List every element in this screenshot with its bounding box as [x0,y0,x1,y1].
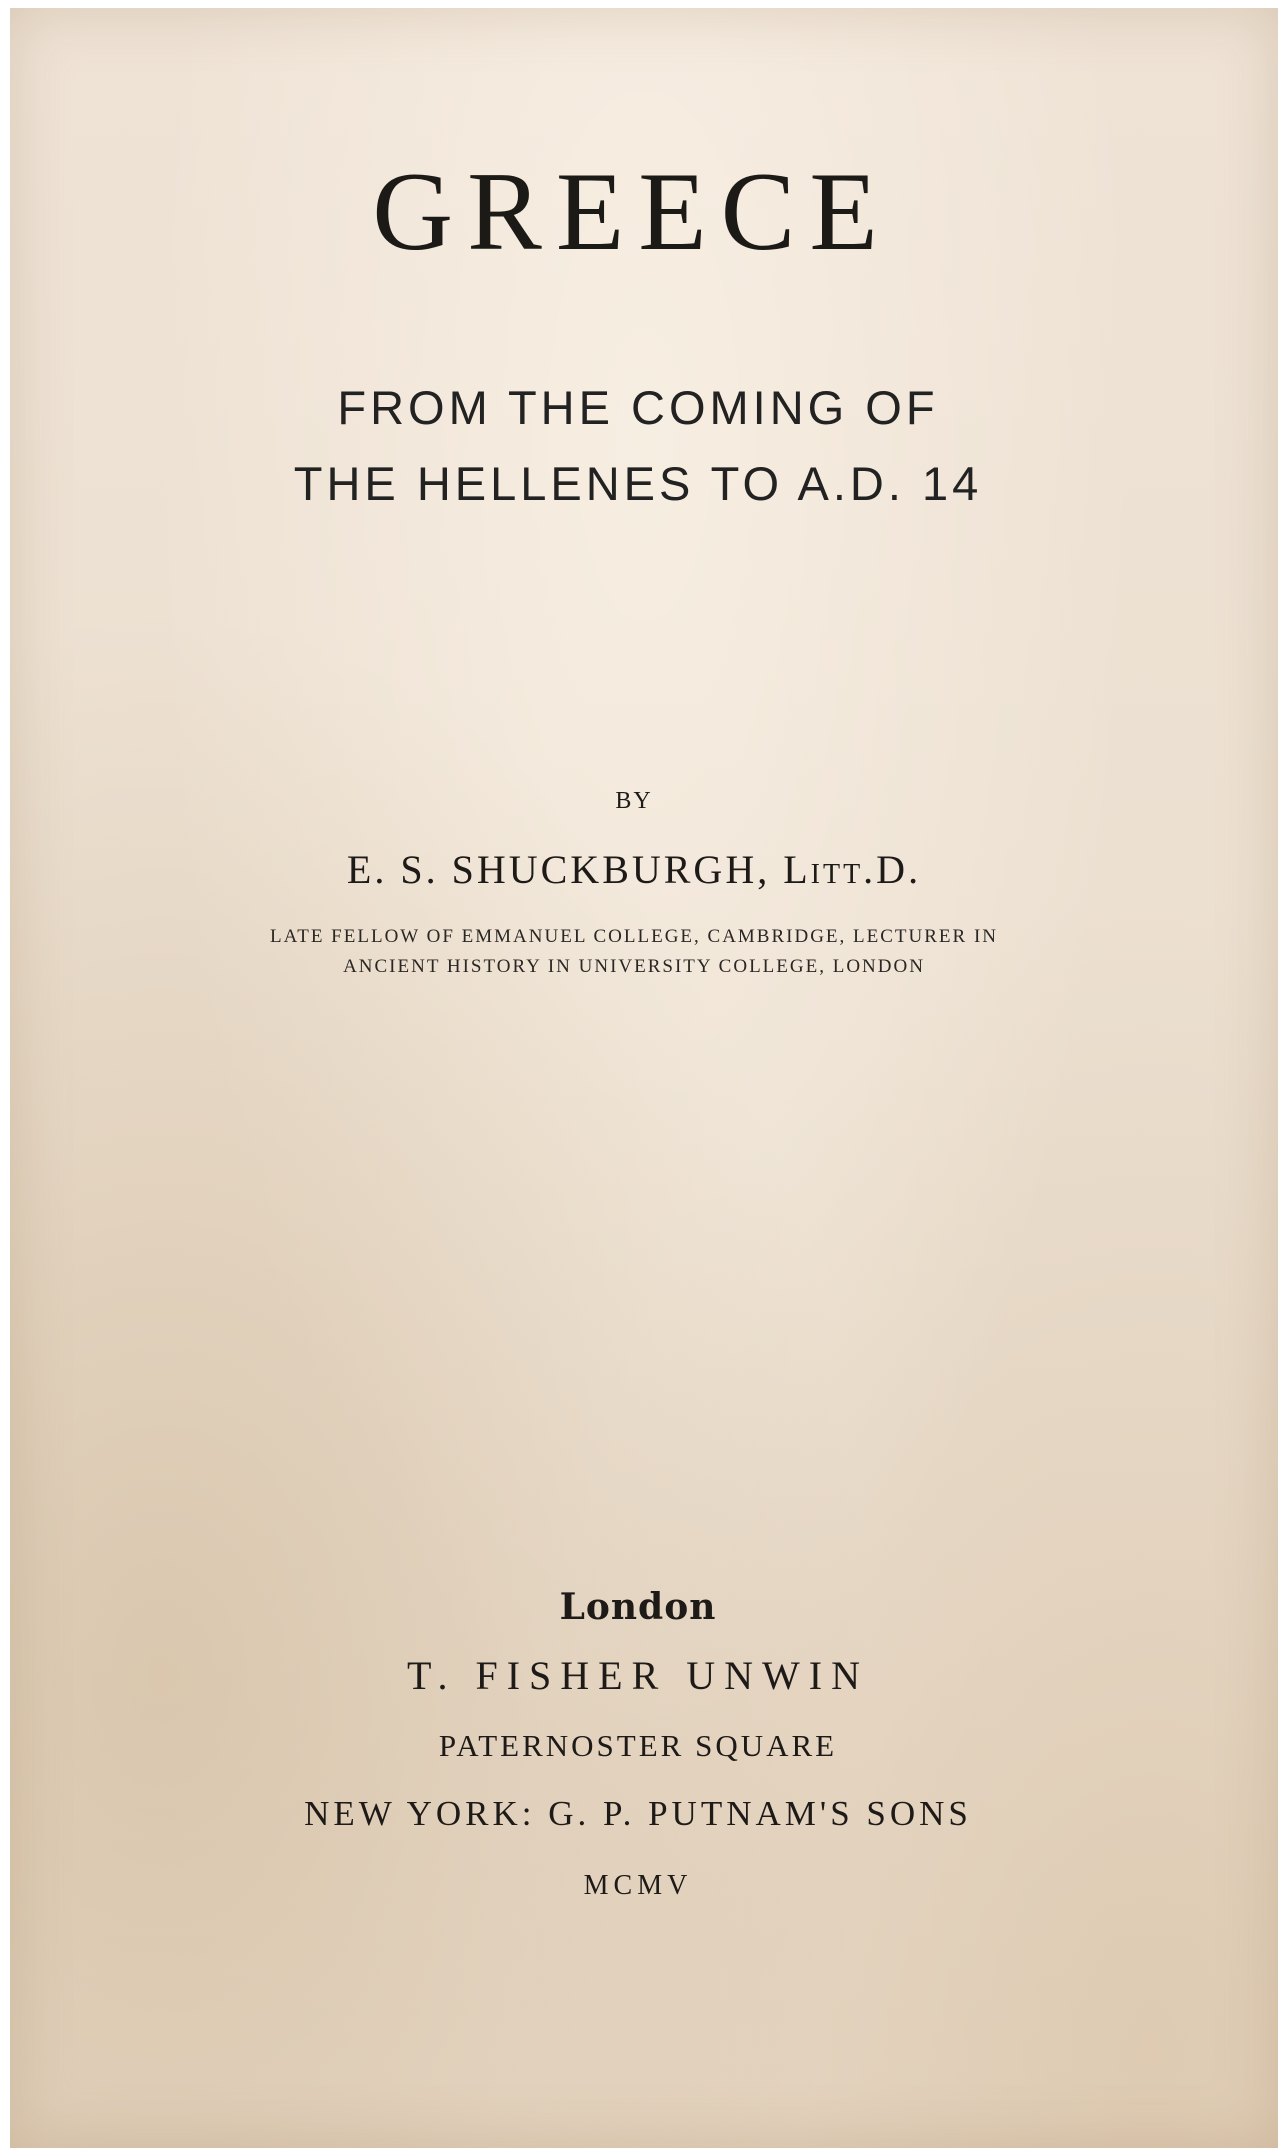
author-degree: Litt.D. [783,847,922,892]
subtitle-line-2: THE HELLENES TO A.D. 14 [293,457,983,510]
imprint-city: London [559,1586,717,1628]
by-label: BY [615,788,653,814]
affiliation-line-1: LATE FELLOW OF EMMANUEL COLLEGE, CAMBRIDGE, LECTURER IN [270,926,998,947]
imprint-address: PATERNOSTER SQUARE [438,1728,838,1763]
title-page [10,8,1278,2148]
imprint-year: MCMV [583,1870,693,1901]
book-title: GREECE [372,150,892,274]
imprint-co-publisher: NEW YORK: G. P. PUTNAM'S SONS [304,1794,972,1833]
affiliation-line-2: ANCIENT HISTORY IN UNIVERSITY COLLEGE, LONDON [343,956,925,977]
imprint-publisher: T. FISHER UNWIN [406,1653,869,1698]
author-name: E. S. SHUCKBURGH, [346,847,784,892]
subtitle-line-1: FROM THE COMING OF [337,381,939,434]
author-line [0,846,1268,893]
